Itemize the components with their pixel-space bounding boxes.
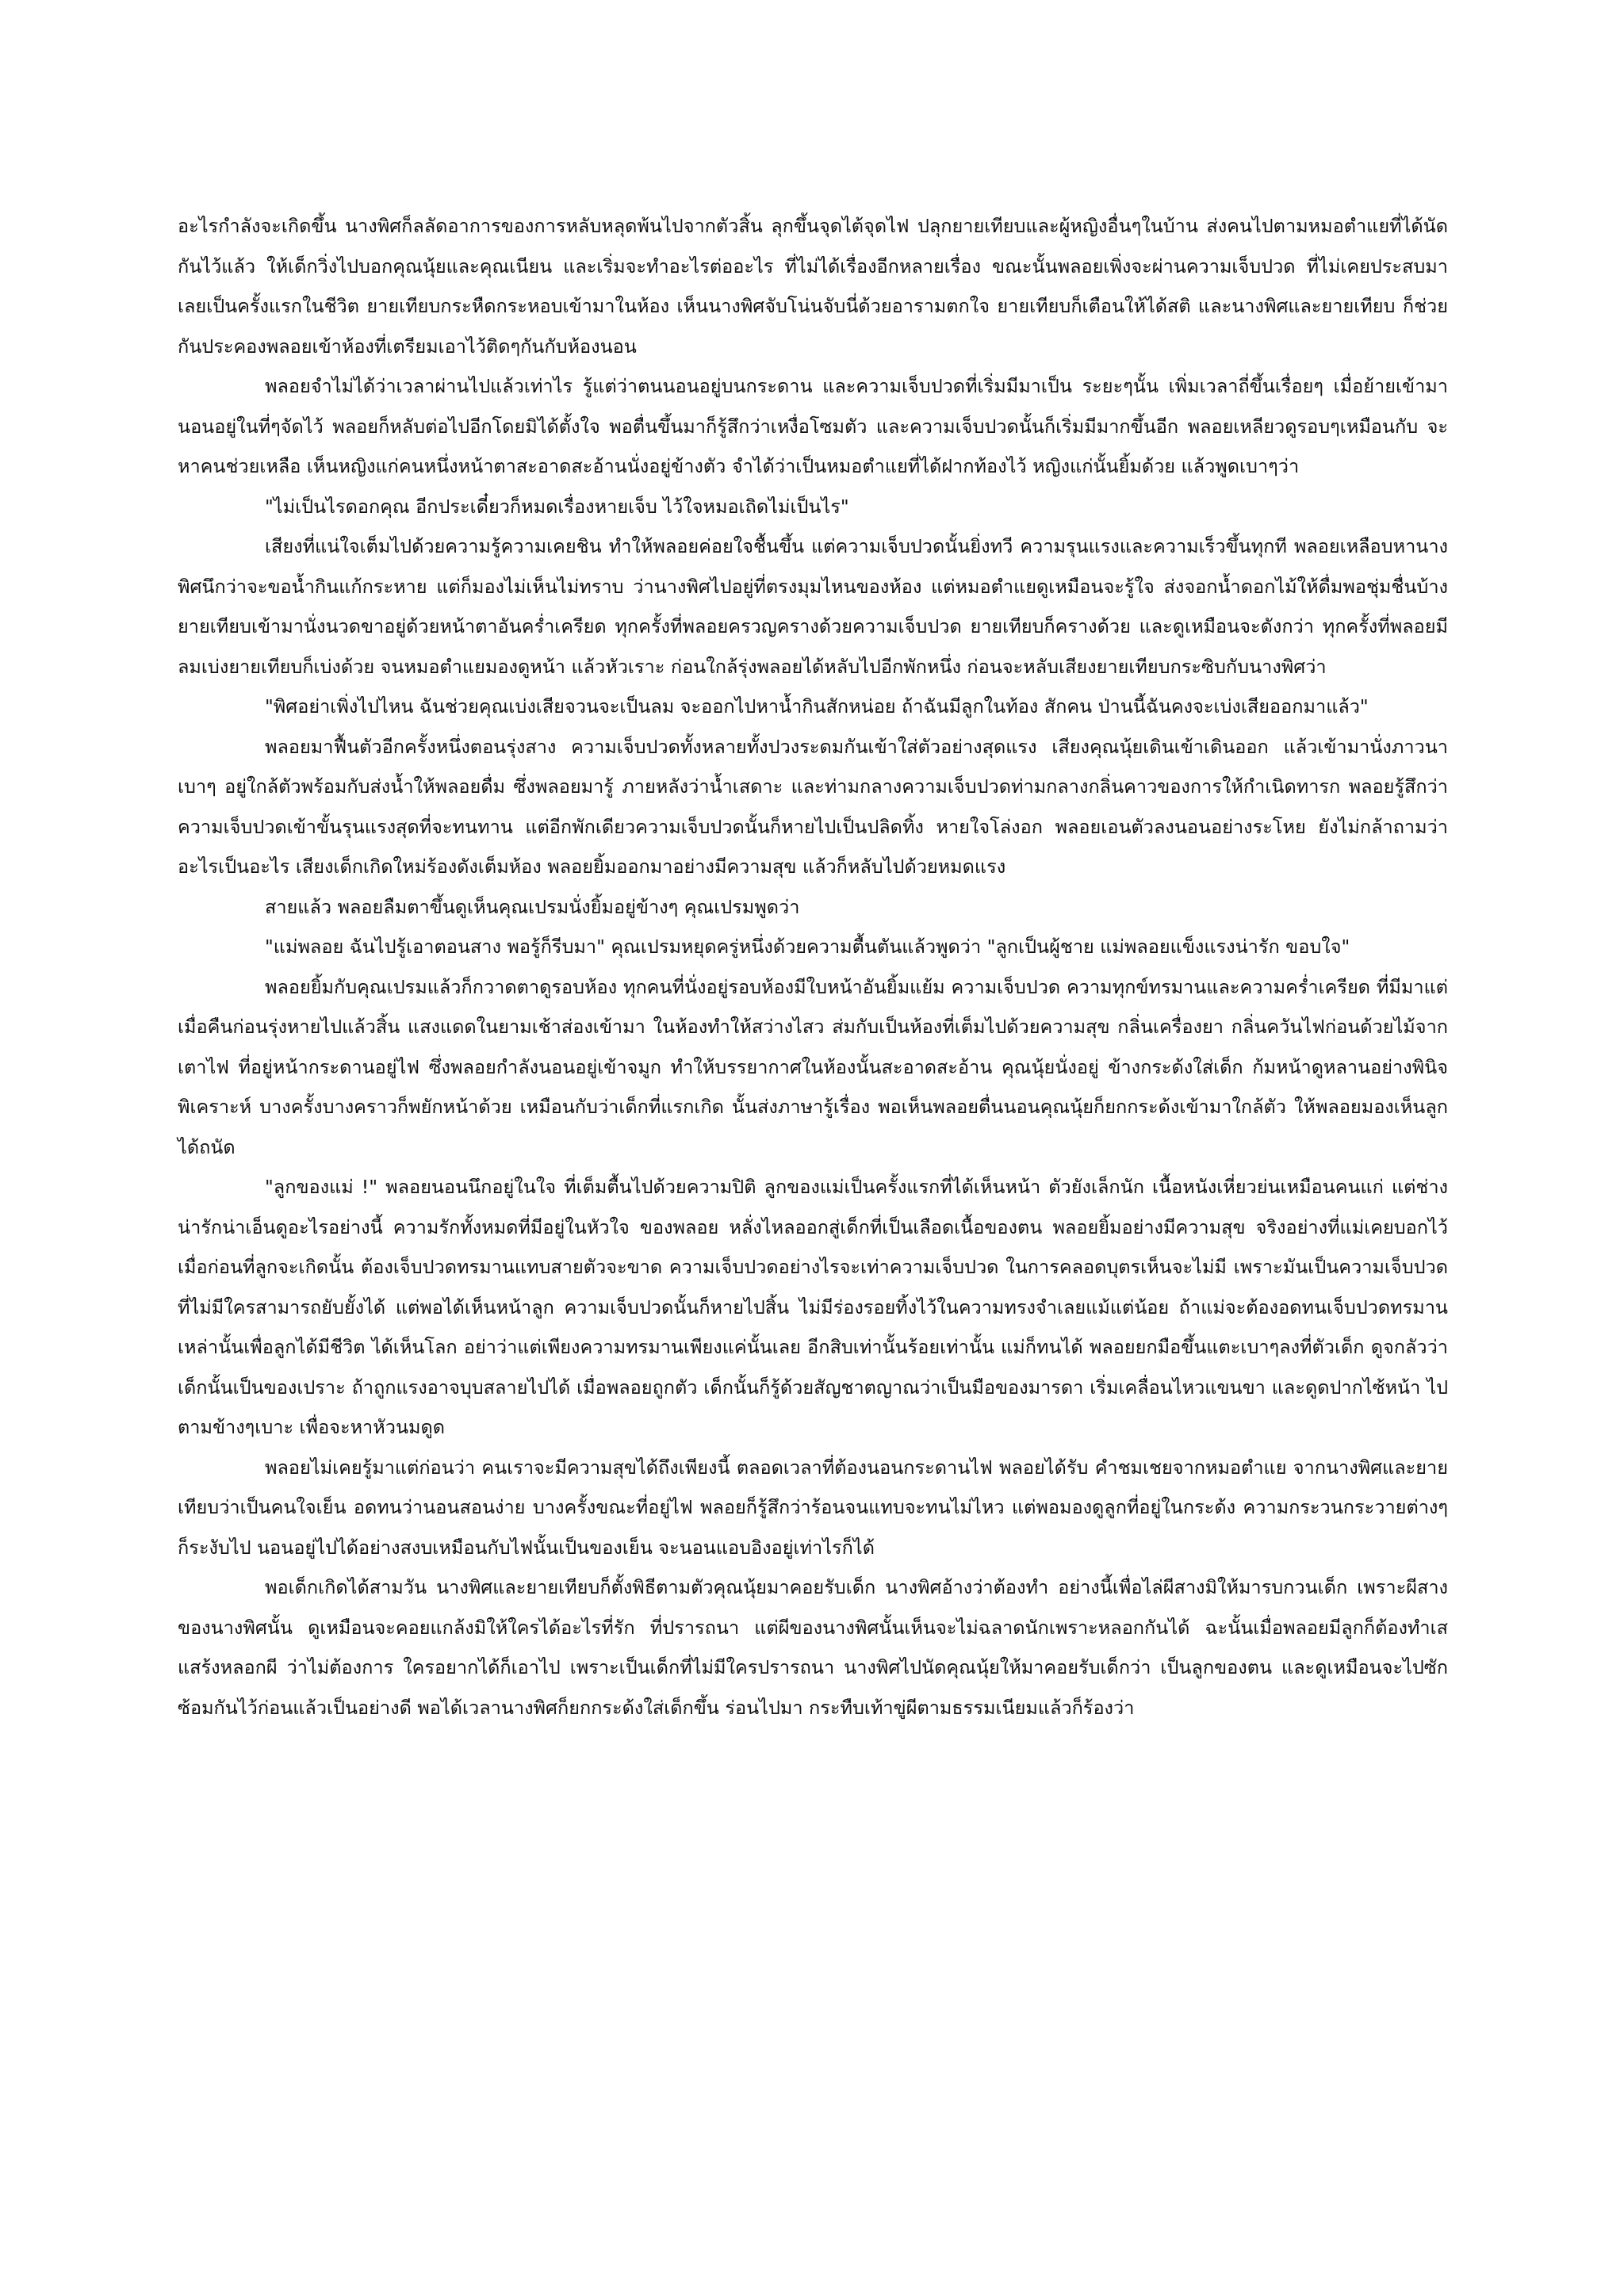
paragraph: สายแล้ว พลอยลืมตาขึ้นดูเห็นคุณเปรมนั่งยิ้มอยู่ข้างๆ คุณเปรมพูดว่า [265, 895, 800, 918]
paragraph: พลอยไม่เคยรู้มาแต่ก่อนว่า คนเราจะมีความสุขได้ถึงเพียงนี้ ตลอดเวลาที่ต้องนอนกระดานไฟ พลอยได้รับ คำชมเชยจากหมอตำแย จากนางพิศและยายเทียบว่าเป็นคนใจเย็น อดทนว่านอนสอนง่าย บางครั้งขณะที่อยู่ไฟ พลอยก็รู้สึกว่าร้อนจนแทบจะทนไม่ไหว แต่พอมองดูลูกที่อยู่ในกระด้ง ความกระวนกระวายต่างๆก็ระงับไป นอนอยู่ไปได้อย่างสงบเหมือนกับไฟนั้นเป็นของเย็น จะนอนแอบอิงอยู่เท่าไรก็ได้ [178, 1456, 1448, 1559]
document-body [178, 206, 1448, 1728]
paragraph: พอเด็กเกิดได้สามวัน นางพิศและยายเทียบก็ตั้งพิธีตามตัวคุณนุ้ยมาคอยรับเด็ก นางพิศอ้างว่าต้องทำ อย่างนี้เพื่อไล่ผีสางมิให้มารบกวนเด็ก เพราะผีสางของนางพิศนั้น ดูเหมือนจะคอยแกล้งมิให้ใครได้อะไรที่รัก ที่ปรารถนา แต่ผีของนางพิศนั้นเห็นจะไม่ฉลาดนักเพราะหลอกกันได้ ฉะนั้นเมื่อพลอยมีลูกก็ต้องทำเสแสร้งหลอกผี ว่าไม่ต้องการ ใครอยากได้ก็เอาไป เพราะเป็นเด็กที่ไม่มีใครปรารถนา นางพิศไปนัดคุณนุ้ยให้มาคอยรับเด็กว่า เป็นลูกของตน และดูเหมือนจะไปซักซ้อมกันไว้ก่อนแล้วเป็นอย่างดี พอได้เวลานางพิศก็ยกกระด้งใส่เด็กขึ้น ร่อนไปมา กระทืบเท้าขู่ผีตามธรรมเนียมแล้วก็ร้องว่า [178, 1576, 1448, 1719]
paragraph: "ลูกของแม่ !" พลอยนอนนึกอยู่ในใจ ที่เต็มตื้นไปด้วยความปิติ ลูกของแม่เป็นครั้งแรกที่ได้เห็นหน้า ตัวยังเล็กนัก เนื้อหนังเหี่ยวย่นเหมือนคนแก่ แต่ช่างน่ารักน่าเอ็นดูอะไรอย่างนี้ ความรักทั้งหมดที่มีอยู่ในหัวใจ ของพลอย หลั่งไหลออกสู่เด็กที่เป็นเลือดเนื้อของตน พลอยยิ้มอย่างมีความสุข จริงอย่างที่แม่เคยบอกไว้ เมื่อก่อนที่ลูกจะเกิดนั้น ต้องเจ็บปวดทรมานแทบสายตัวจะขาด ความเจ็บปวดอย่างไรจะเท่าความเจ็บปวด ในการคลอดบุตรเห็นจะไม่มี เพราะมันเป็นความเจ็บปวดที่ไม่มีใครสามารถยับยั้งได้ แต่พอได้เห็นหน้าลูก ความเจ็บปวดนั้นก็หายไปสิ้น ไม่มีร่องรอยทิ้งไว้ในความทรงจำเลยแม้แต่น้อย ถ้าแม่จะต้องอดทนเจ็บปวดทรมานเหล่านั้นเพื่อลูกได้มีชีวิต ได้เห็นโลก อย่าว่าแต่เพียงความทรมานเพียงแค่นั้นเลย อีกสิบเท่านั้นร้อยเท่านั้น แม่ก็ทนได้ พลอยยกมือขึ้นแตะเบาๆลงที่ตัวเด็ก ดูจกลัวว่าเด็กนั้นเป็นของเปราะ ถ้าถูกแรงอาจบุบสลายไปได้ เมื่อพลอยถูกตัว เด็กนั้นก็รู้ด้วยสัญชาตญาณว่าเป็นมือของมารดา เริ่มเคลื่อนไหวแขนขา และดูดปากไซ้หน้า ไปตามข้างๆเบาะ เพื่อจะหาหัวนมดูด [178, 1176, 1448, 1438]
paragraph: พลอยมาฟื้นตัวอีกครั้งหนึ่งตอนรุ่งสาง ความเจ็บปวดทั้งหลายทั้งปวงระดมกันเข้าใส่ตัวอย่างสุดแรง เสียงคุณนุ้ยเดินเข้าเดินออก แล้วเข้ามานั่งภาวนาเบาๆ อยู่ใกล้ตัวพร้อมกับส่งน้ำให้พลอยดื่ม ซึ่งพลอยมารู้ ภายหลังว่าน้ำเสดาะ และท่ามกลางความเจ็บปวดท่ามกลางกลิ่นคาวของการให้กำเนิดทารก พลอยรู้สึกว่า ความเจ็บปวดเข้าขั้นรุนแรงสุดที่จะทนทาน แต่อีกพักเดียวความเจ็บปวดนั้นก็หายไปเป็นปลิดทิ้ง หายใจโล่งอก พลอยเอนตัวลงนอนอย่างระโหย ยังไม่กล้าถามว่าอะไรเป็นอะไร เสียงเด็กเกิดใหม่ร้องดังเต็มห้อง พลอยยิ้มออกมาอย่างมีความสุข แล้วก็หลับไปด้วยหมดแรง [178, 735, 1448, 878]
paragraph: อะไรกำลังจะเกิดขึ้น นางพิศก็ลลัดอาการของการหลับหลุดพ้นไปจากตัวสิ้น ลุกขึ้นจุดไต้จุดไฟ ปลุกยายเทียบและผู้หญิงอื่นๆในบ้าน ส่งคนไปตามหมอตำแยที่ได้นัดกันไว้แล้ว ให้เด็กวิ่งไปบอกคุณนุ้ยและคุณเนียน และเริ่มจะทำอะไรต่ออะไร ที่ไม่ได้เรื่องอีกหลายเรื่อง ขณะนั้นพลอยเพิ่งจะผ่านความเจ็บปวด ที่ไม่เคยประสบมาเลยเป็นครั้งแรกในชีวิต ยายเทียบกระหืดกระหอบเข้ามาในห้อง เห็นนางพิศจับโน่นจับนี่ด้วยอารามตกใจ ยายเทียบก็เตือนให้ได้สติ และนางพิศและยายเทียบ ก็ช่วยกันประคองพลอยเข้าห้องที่เตรียมเอาไว้ติดๆกันกับห้องนอน [178, 215, 1448, 358]
paragraph: "แม่พลอย ฉันไปรู้เอาตอนสาง พอรู้ก็รีบมา" คุณเปรมหยุดครู่หนึ่งด้วยความตื้นตันแล้วพูดว่า "ลูกเป็นผู้ชาย แม่พลอยแข็งแรงน่ารัก ขอบใจ" [265, 936, 1350, 958]
paragraph: พลอยจำไม่ได้ว่าเวลาผ่านไปแล้วเท่าไร รู้แต่ว่าตนนอนอยู่บนกระดาน และความเจ็บปวดที่เริ่มมีมาเป็น ระยะๆนั้น เพิ่มเวลาถี่ขึ้นเรื่อยๆ เมื่อย้ายเข้ามานอนอยู่ในที่ๆจัดไว้ พลอยก็หลับต่อไปอีกโดยมิได้ตั้งใจ พอตื่นขึ้นมาก็รู้สึกว่าเหงื่อโซมตัว และความเจ็บปวดนั้นก็เริ่มมีมากขึ้นอีก พลอยเหลียวดูรอบๆเหมือนกับ จะหาคนช่วยเหลือ เห็นหญิงแก่คนหนึ่งหน้าตาสะอาดสะอ้านนั่งอยู่ข้างตัว จำได้ว่าเป็นหมอตำแยที่ได้ฝากท้องไว้ หญิงแก่นั้นยิ้มด้วย แล้วพูดเบาๆว่า [178, 375, 1448, 477]
paragraph: "พิศอย่าเพิ่งไปไหน ฉันช่วยคุณเบ่งเสียจวนจะเป็นลม จะออกไปหาน้ำกินสักหน่อย ถ้าฉันมีลูกในท้อง สักคน ป่านนี้ฉันคงจะเบ่งเสียออกมาแล้ว" [265, 695, 1369, 718]
paragraph: พลอยยิ้มกับคุณเปรมแล้วก็กวาดตาดูรอบห้อง ทุกคนที่นั่งอยู่รอบห้องมีใบหน้าอันยิ้มแย้ม ความเจ็บปวด ความทุกข์ทรมานและความคร่ำเครียด ที่มีมาแต่เมื่อคืนก่อนรุ่งหายไปแล้วสิ้น แสงแดดในยามเช้าส่องเข้ามา ในห้องทำให้สว่างไสว ส่มกับเป็นห้องที่เต็มไปด้วยความสุข กลิ่นเครื่องยา กลิ่นควันไฟก่อนด้วยไม้จากเตาไฟ ที่อยู่หน้ากระดานอยู่ไฟ ซึ่งพลอยกำลังนอนอยู่เข้าจมูก ทำให้บรรยากาศในห้องนั้นสะอาดสะอ้าน คุณนุ้ยนั่งอยู่ ข้างกระด้งใส่เด็ก ก้มหน้าดูหลานอย่างพินิจพิเคราะห์ บางครั้งบางคราวก็พยักหน้าด้วย เหมือนกับว่าเด็กที่แรกเกิด นั้นส่งภาษารู้เรื่อง พอเห็นพลอยตื่นนอนคุณนุ้ยก็ยกกระด้งเข้ามาใกล้ตัว ให้พลอยมองเห็นลูกได้ถนัด [178, 975, 1448, 1158]
paragraph: "ไม่เป็นไรดอกคุณ อีกประเดี๋ยวก็หมดเรื่องหายเจ็บ ไว้ใจหมอเถิดไม่เป็นไร" [265, 495, 849, 518]
paragraph: เสียงที่แน่ใจเต็มไปด้วยความรู้ความเคยชิน ทำให้พลอยค่อยใจชื้นขึ้น แต่ความเจ็บปวดนั้นยิ่งทวี ความรุนแรงและความเร็วขึ้นทุกที พลอยเหลือบหานางพิศนึกว่าจะขอน้ำกินแก้กระหาย แต่ก็มองไม่เห็นไม่ทราบ ว่านางพิศไปอยู่ที่ตรงมุมไหนของห้อง แต่หมอตำแยดูเหมือนจะรู้ใจ ส่งจอกน้ำดอกไม้ให้ดื่มพอชุ่มชื่นบ้าง ยายเทียบเข้ามานั่งนวดขาอยู่ด้วยหน้าตาอันคร่ำเครียด ทุกครั้งที่พลอยครวญครางด้วยความเจ็บปวด ยายเทียบก็ครางด้วย และดูเหมือนจะดังกว่า ทุกครั้งที่พลอยมีลมเบ่งยายเทียบก็เบ่งด้วย จนหมอตำแยมองดูหน้า แล้วหัวเราะ ก่อนใกล้รุ่งพลอยได้หลับไปอีกพักหนึ่ง ก่อนจะหลับเสียงยายเทียบกระซิบกับนางพิศว่า [178, 535, 1448, 678]
